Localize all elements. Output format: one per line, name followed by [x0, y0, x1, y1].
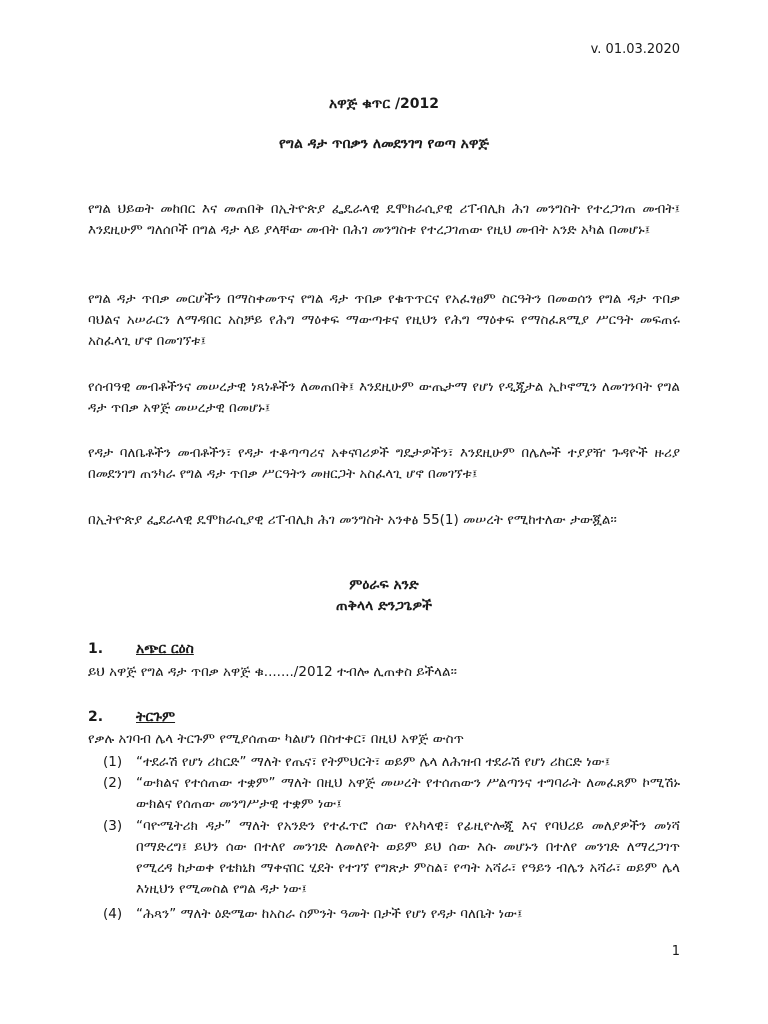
section-1-number: 1. — [88, 641, 104, 657]
page-number: 1 — [671, 944, 680, 959]
definition-number: (1) — [103, 754, 123, 770]
preamble-paragraph-1: የግል ህይወት መከበር እና መጠበቅ በኢትዮጵያ ፌዴራላዊ ዴሞክራሲያዊ ሪፐብሊክ ሕገ መንግስት የተረጋገጠ መብት፤ እንደዚሁም ግለሰቦች በግል ዳታ ላይ ያላቸው መብት በሕገ መንግስቱ የተረጋገጠው የዚህ መብት አንድ አካል በመሆኑ፤ — [88, 201, 680, 238]
chapter-title: ምዕራፍ አንድ — [349, 577, 419, 593]
definition-text: “ተደራሽ የሆነ ሪከርድ” ማለት የጤና፣ የትምህርት፣ ወይም ሌላ ለሕዝብ ተደራሽ የሆነ ሪከርድ ነው፤ — [136, 754, 611, 770]
preamble-paragraph-4: የዳታ ባለቤቶችን መብቶችን፣ የዳታ ተቆጣጣሪና አቀናባሪዎች ግዴታዎችን፣ እንደዚሁም በሌሎች ተያያዥ ጉዳዮች ዙሪያ በመደንገግ ጠንካራ የግል ዳታ ጥበቃ ሥርዓትን መዘርጋት አስፈላጊ ሆኖ በመገኘቱ፤ — [88, 445, 680, 482]
definition-text: “ባዮሜትሪክ ዳታ” ማለት የአንድን የተፈጥሮ ሰው የአካላዊ፣ የፊዚዮሎጂ እና የባህሪይ መለያዎችን መነሻ በማድረግ፤ ይህን ሰው በተለየ መንገድ ለመለየት ወይም ይህ ሰው እሱ መሆኑን በተለየ መንገድ ለማረጋገጥ የሚረዳ ከታወቀ የቴክኒክ ማቀናበር ሂደት የተገኘ የግጽታ ምስል፣ የጣት አሻራ፣ የዓይን ብሌን አሻራ፣ ወይም ሌላ እነዚህን የሚመስል የግል ዳታ ነው፤ — [136, 818, 680, 897]
section-2-number: 2. — [88, 709, 104, 725]
preamble-paragraph-2: የግል ዳታ ጥበቃ መርሆችን በማስቀመጥና የግል ዳታ ጥበቃ የቁጥጥርና የአፈፃፀም ስርዓትን በመወሰን የግል ዳታ ጥበቃ ባህልና አሠራርን ለማዳበር አስቻይ የሕግ ማዕቀፍ ማውጣቱና የዚህን የሕግ ማዕቀፍ የማስፈጸሚያ ሥርዓት መፍጠሩ አስፈላጊ ሆኖ በመገኘቱ፤ — [88, 291, 680, 349]
definition-text: “ውክልና የተሰጠው ተቋም” ማለት በዚህ አዋጅ መሠረት የተሰጠውን ሥልጣንና ተግባራት ለመፈጸም ኮሚሽኑ ውክልና የሰጠው መንግሥታዊ ተቋም ነው፤ — [136, 775, 680, 812]
definition-number: (2) — [103, 775, 123, 791]
proclamation-title: የግል ዳታ ጥበቃን ለመደንገግ የወጣ አዋጅ — [279, 136, 489, 152]
proclamation-number: አዋጅ ቁጥር /2012 — [328, 96, 440, 112]
section-2-intro: የቃሉ አገባብ ሌላ ትርጉም የሚያሰጠው ካልሆነ በስተቀር፣ በዚህ አዋጅ ውስጥ — [88, 731, 464, 747]
definition-item — [88, 816, 680, 900]
definition-item — [88, 904, 680, 925]
preamble-paragraph-3: የሰብዓዊ መብቶችንና መሠረታዊ ነጻነቶችን ለመጠበቅ፤ እንደዚሁም ውጤታማ የሆነ የዲጂታል ኢኮኖሚን ለመገንባት የግል ዳታ ጥበቃ አዋጅ መሠረታዊ በመሆኑ፤ — [88, 379, 680, 416]
definition-item — [88, 773, 680, 815]
definition-text: “ሕጻን” ማለት ዕድሜው ከአስራ ስምንት ዓመት በታች የሆነ የዳታ ባለቤት ነው፤ — [136, 906, 523, 922]
definition-item — [88, 752, 680, 773]
section-1-heading — [88, 641, 194, 657]
definition-number: (4) — [103, 906, 123, 922]
definition-number: (3) — [103, 818, 123, 834]
version-label: v. 01.03.2020 — [590, 42, 680, 57]
section-1-title: አጭር ርዕስ — [136, 641, 194, 657]
section-2-heading — [88, 709, 175, 725]
section-1-text: ይህ አዋጅ የግል ዳታ ጥበቃ አዋጅ ቁ......./2012 ተብሎ ሊጠቀስ ይችላል፡፡ — [88, 664, 457, 680]
chapter-subtitle: ጠቅላላ ድንጋጌዎች — [336, 598, 432, 614]
preamble-paragraph-5: በኢትዮጵያ ፌደራላዊ ዴሞክራሲያዊ ሪፐብሊክ ሕገ መንግስት አንቀፅ 55(1) መሠረት የሚከተለው ታውጇል፡፡ — [88, 512, 617, 528]
section-2-title: ትርጉም — [136, 709, 176, 725]
